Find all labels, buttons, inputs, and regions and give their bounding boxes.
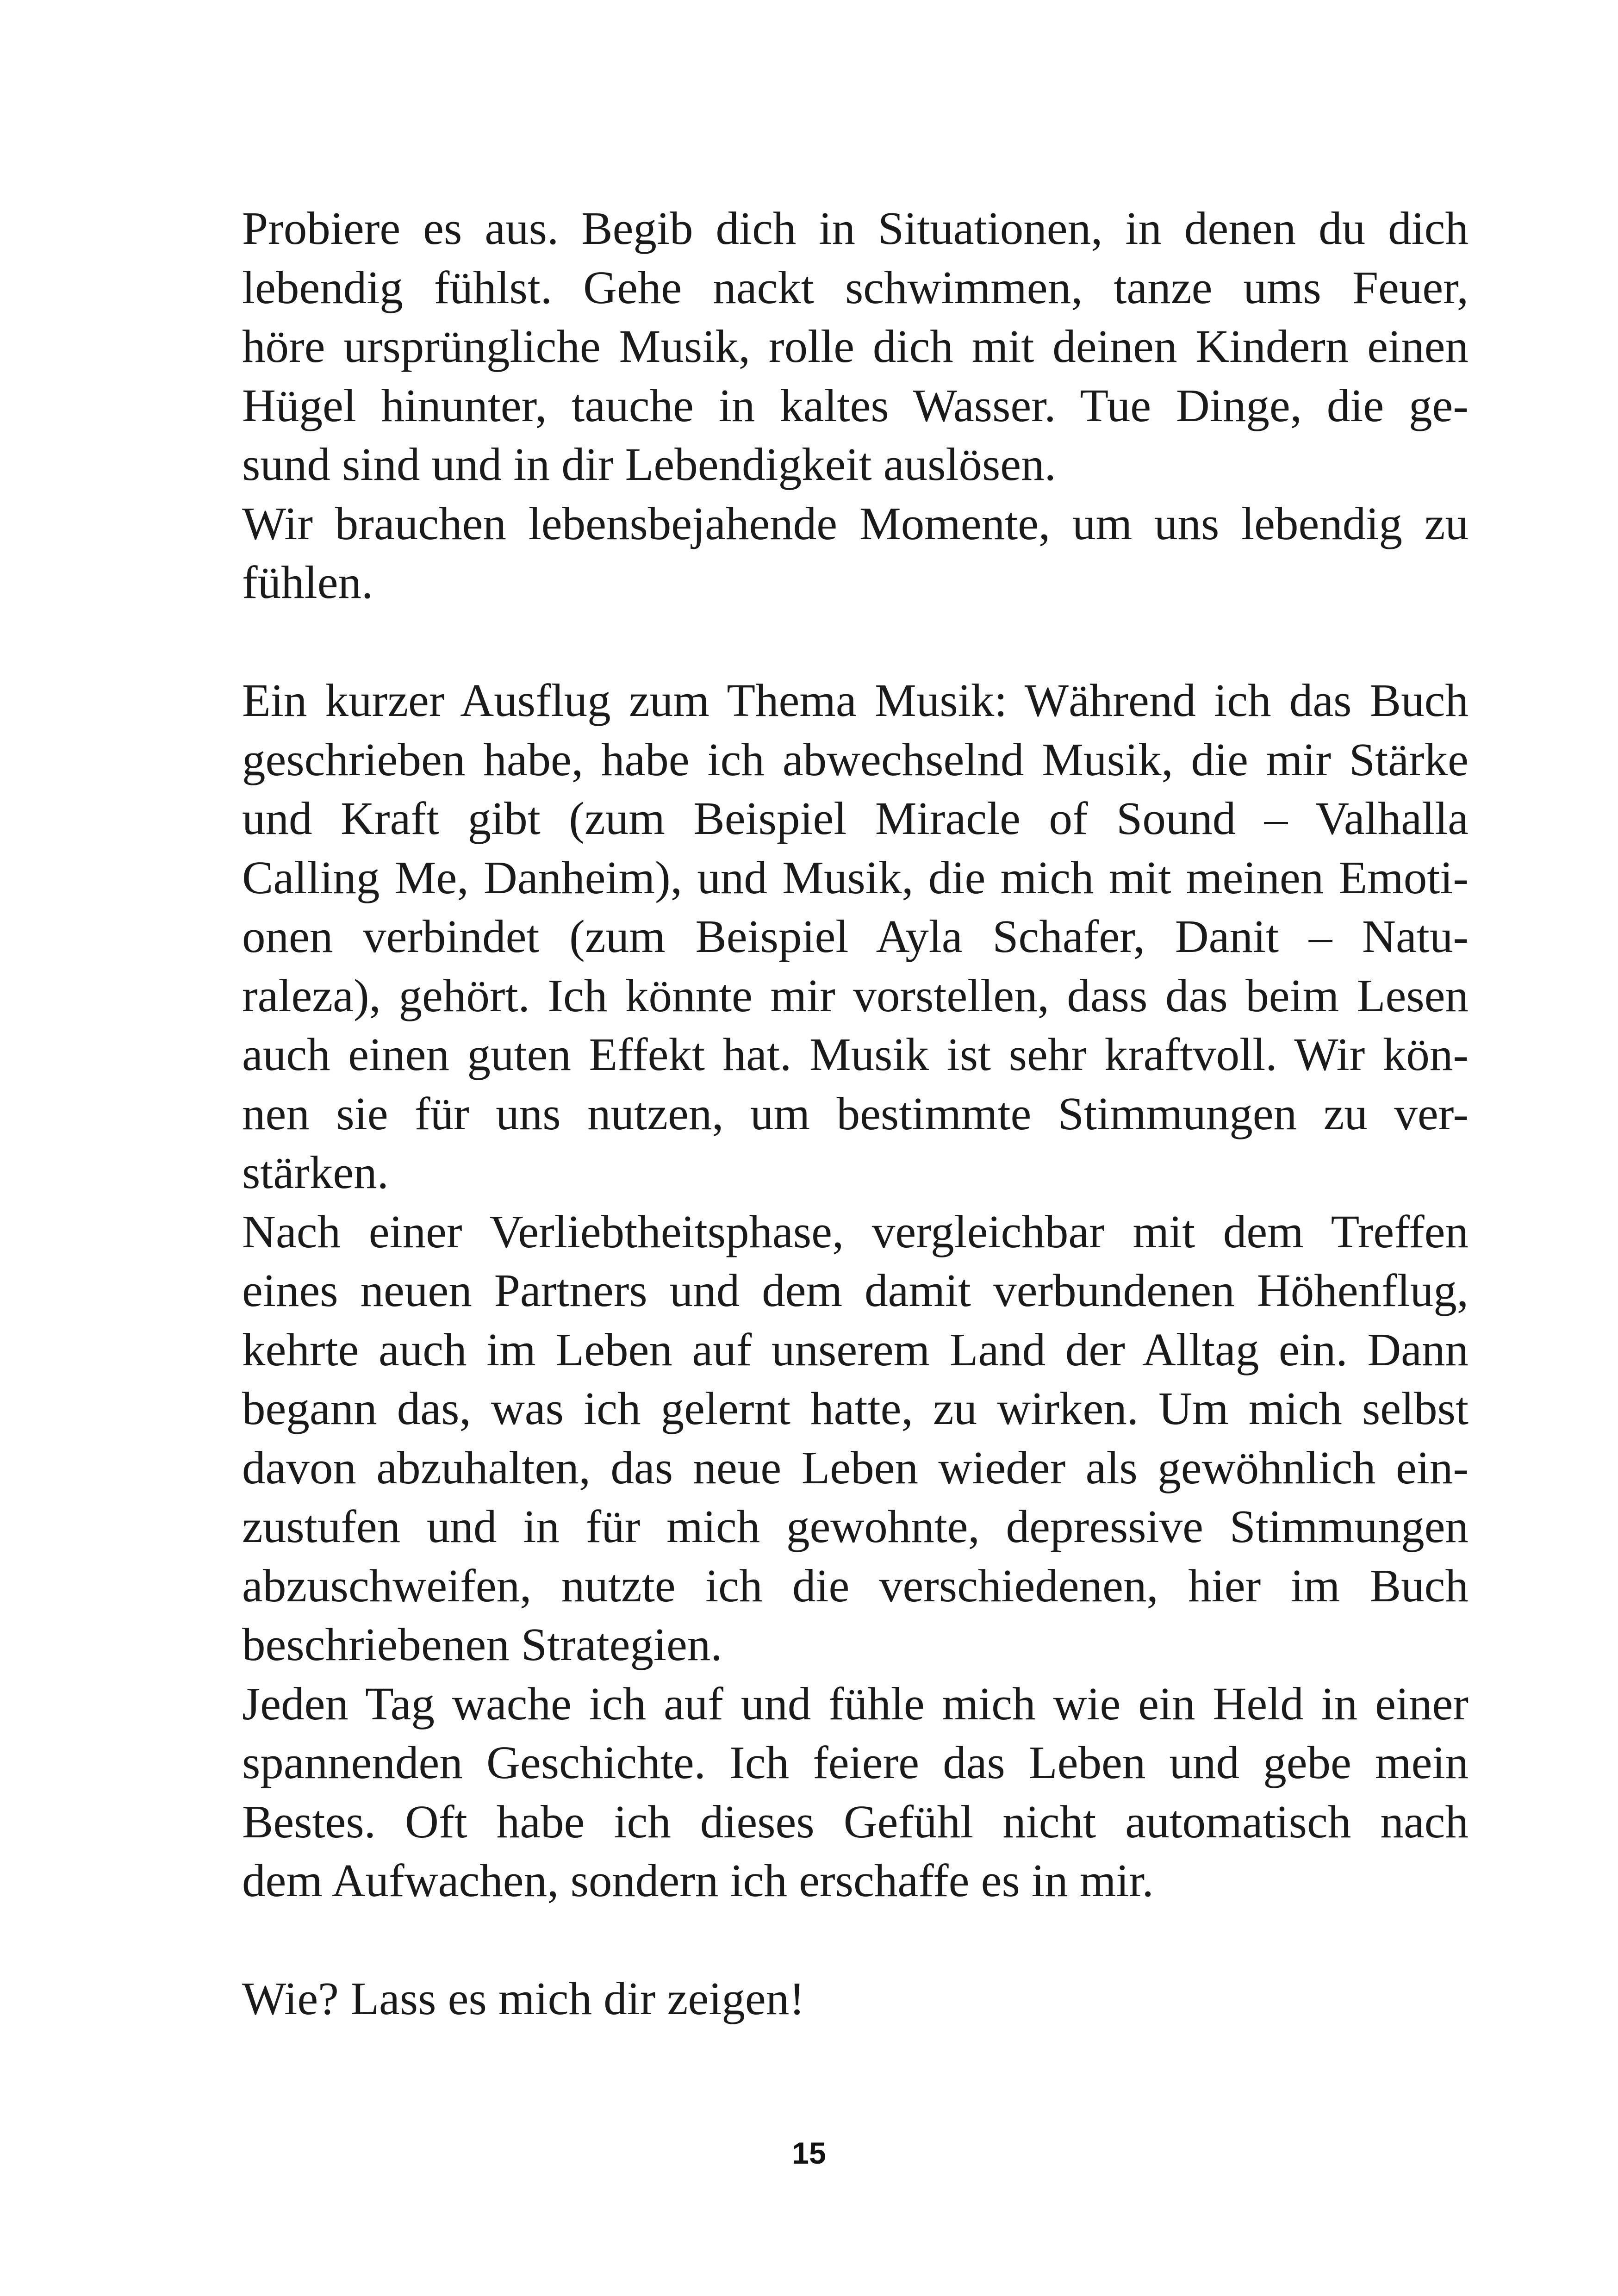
page-number: 15 <box>792 2136 826 2170</box>
text-line: Ein kurzer Ausflug zum Thema Musik: Während ich das Buch <box>242 674 1469 726</box>
text-line: Bestes. Oft habe ich dieses Gefühl nicht automatisch nach <box>242 1795 1469 1848</box>
text-line: geschrieben habe, habe ich abwechselnd Musik, die mir Stärke <box>242 733 1469 785</box>
text-line: Probiere es aus. Begib dich in Situationen, in denen du dich <box>242 202 1469 254</box>
text-line: Wie? Lass es mich dir zeigen! <box>242 1972 805 2024</box>
text-line: Jeden Tag wache ich auf und fühle mich wie ein Held in einer <box>242 1677 1469 1730</box>
text-line: lebendig fühlst. Gehe nackt schwimmen, tanze ums Feuer, <box>242 261 1469 313</box>
paragraph-spacer <box>242 612 1469 672</box>
text-line: dem Aufwachen, sondern ich erschaffe es in mir. <box>242 1854 1154 1906</box>
text-line: raleza), gehört. Ich könnte mir vorstellen, dass das beim Lesen <box>242 969 1469 1021</box>
text-line: nen sie für uns nutzen, um bestimmte Stimmungen zu ver- <box>242 1087 1469 1139</box>
text-line: stärken. <box>242 1146 389 1198</box>
text-line: Nach einer Verliebtheitsphase, vergleichbar mit dem Treffen <box>242 1205 1469 1257</box>
text-line: sund sind und in dir Lebendigkeit auslösen. <box>242 438 1056 490</box>
text-line: eines neuen Partners und dem damit verbundenen Höhenflug, <box>242 1264 1469 1316</box>
text-line: begann das, was ich gelernt hatte, zu wirken. Um mich selbst <box>242 1382 1469 1434</box>
text-line: auch einen guten Effekt hat. Musik ist sehr kraftvoll. Wir kön- <box>242 1028 1469 1080</box>
text-line: Hügel hinunter, tauche in kaltes Wasser. Tue Dinge, die ge- <box>242 379 1469 431</box>
text-line: fühlen. <box>242 556 373 608</box>
text-line: Wir brauchen lebensbejahende Momente, um uns lebendig zu <box>242 497 1469 549</box>
text-line: zustufen und in für mich gewohnte, depressive Stimmungen <box>242 1500 1469 1552</box>
text-line: kehrte auch im Leben auf unserem Land der Alltag ein. Dann <box>242 1323 1469 1375</box>
text-line: und Kraft gibt (zum Beispiel Miracle of Sound – Valhalla <box>242 792 1469 844</box>
text-line: beschriebenen Strategien. <box>242 1618 722 1670</box>
body-text <box>242 199 1469 2028</box>
text-line: davon abzuhalten, das neue Leben wieder als gewöhnlich ein- <box>242 1441 1469 1493</box>
text-line: abzuschweifen, nutzte ich die verschiedenen, hier im Buch <box>242 1559 1469 1612</box>
text-line: onen verbindet (zum Beispiel Ayla Schafer, Danit – Natu- <box>242 910 1469 962</box>
text-line: Calling Me, Danheim), und Musik, die mich mit meinen Emoti- <box>242 851 1469 903</box>
text-line: höre ursprüngliche Musik, rolle dich mit deinen Kindern einen <box>242 320 1469 372</box>
paragraph-spacer <box>242 1910 1469 1970</box>
text-line: spannenden Geschichte. Ich feiere das Leben und gebe mein <box>242 1736 1469 1788</box>
